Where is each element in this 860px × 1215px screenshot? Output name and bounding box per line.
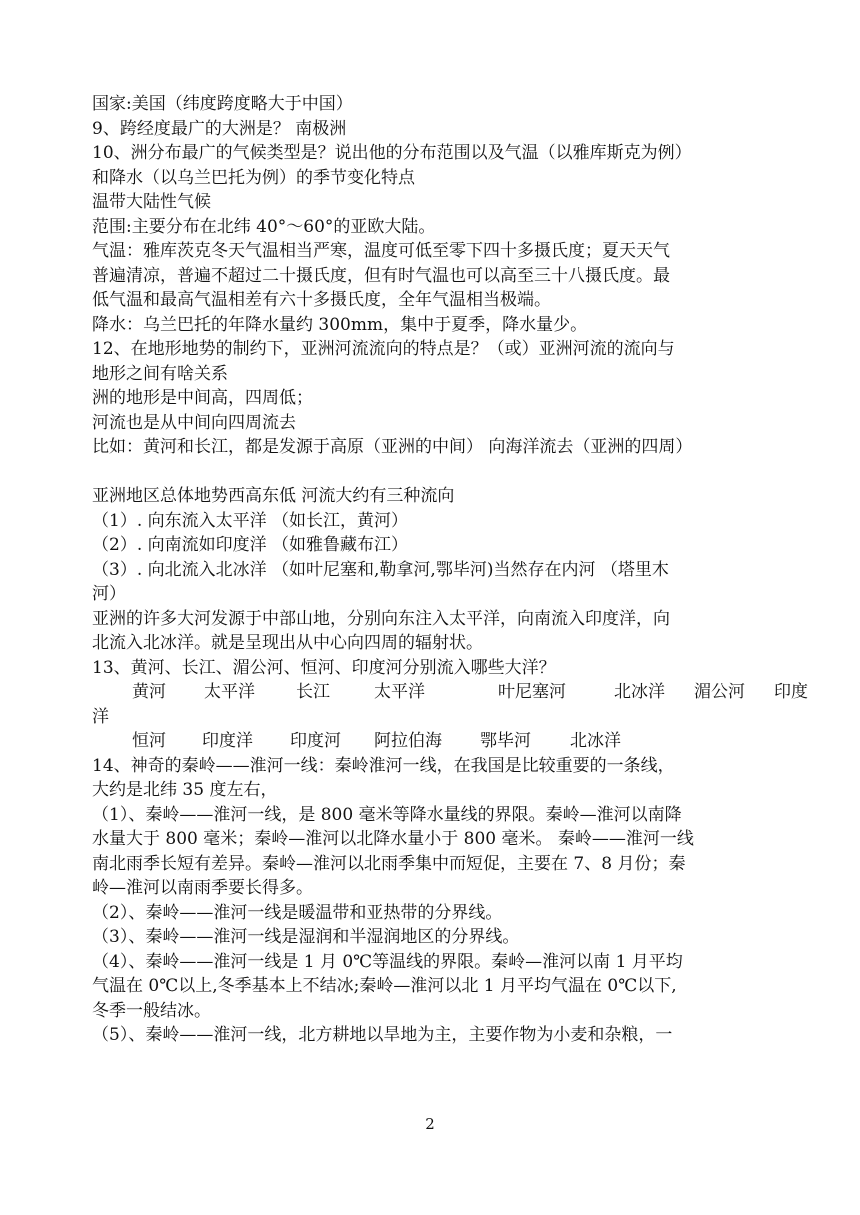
text-line: （2）、秦岭——淮河一线是暖温带和亚热带的分界线。: [92, 902, 503, 923]
ocean-name: 太平洋: [374, 682, 425, 702]
text-line: 低气温和最高气温相差有六十多摄氏度，全年气温相当极端。: [92, 290, 551, 310]
text-line: 洋: [92, 706, 109, 727]
page-content: [92, 92, 808, 1048]
text-line: 国家:美国（纬度跨度略大于中国）: [92, 94, 353, 114]
ocean-name: 印度洋: [202, 731, 253, 751]
text-line: 亚洲的许多大河发源于中部山地，分别向东注入太平洋，向南流入印度洋，向: [92, 608, 670, 629]
text-line: 普遍清凉，普遍不超过二十摄氏度，但有时气温也可以高至三十八摄氏度。最: [92, 265, 670, 286]
text-line: 北流入北冰洋。就是呈现出从中心向四周的辐射状。: [92, 633, 483, 653]
blank-line: [92, 460, 768, 485]
text-line: 大约是北纬 35 度左右，: [92, 780, 278, 800]
text-line: 12、在地形地势的制约下，亚洲河流流向的特点是？（或）亚洲河流的流向与: [92, 339, 675, 359]
text-line: 9、跨经度最广的大洲是？ 南极洲: [92, 118, 347, 139]
text-line: （3）. 向北流入北冰洋 （如叶尼塞和,勒拿河,鄂毕河)当然存在内河 （塔里木: [92, 559, 669, 580]
river-name: 叶尼塞河: [498, 682, 566, 702]
text-line: 冬季一般结冰。: [92, 1000, 211, 1021]
river-name: 恒河: [132, 731, 166, 751]
river-name: 黄河: [132, 682, 166, 702]
text-line: （4）、秦岭——淮河一线是 1 月 0℃等温线的界限。秦岭—淮河以南 1 月平均: [92, 951, 683, 972]
river-name: 鄂毕河: [480, 731, 531, 751]
text-line: 范围:主要分布在北纬 40°～60°的亚欧大陆。: [92, 216, 436, 237]
text-line: （5）、秦岭——淮河一线，北方耕地以旱地为主，主要作物为小麦和杂粮，一: [92, 1025, 673, 1045]
text-line: 气温：雅库茨克冬天气温相当严寒，温度可低至零下四十多摄氏度；夏天天气: [92, 241, 670, 261]
text-line: 温带大陆性气候: [92, 192, 211, 212]
text-line: 13、黄河、长江、湄公河、恒河、印度河分别流入哪些大洋？: [92, 657, 556, 678]
river-name: 印度河: [290, 731, 341, 751]
text-line: （2）. 向南流如印度洋 （如雅鲁藏布江）: [92, 535, 409, 555]
text-line: （1）. 向东流入太平洋 （如长江，黄河）: [92, 510, 409, 531]
text-line: 水量大于 800 毫米；秦岭—淮河以北降水量小于 800 毫米。 秦岭——淮河一线: [92, 829, 694, 849]
page-number: 2: [425, 1115, 435, 1133]
text-line: 地形之间有啥关系: [92, 363, 228, 384]
river-ocean-row: [92, 680, 808, 705]
text-line: 南北雨季长短有差异。秦岭—淮河以北雨季集中而短促，主要在 7、8 月份；秦: [92, 853, 686, 874]
text-line: 亚洲地区总体地势西高东低 河流大约有三种流向: [92, 486, 455, 506]
ocean-name: 印度: [774, 682, 808, 702]
ocean-name: 北冰洋: [614, 682, 665, 702]
text-line: 洲的地形是中间高，四周低；: [92, 388, 313, 408]
text-line: （3）、秦岭——淮河一线是湿润和半湿润地区的分界线。: [92, 927, 520, 947]
text-line: 河流也是从中间向四周流去: [92, 412, 296, 433]
text-line: 10、洲分布最广的气候类型是？说出他的分布范围以及气温（以雅库斯克为例）: [92, 143, 692, 163]
river-ocean-row: [92, 729, 768, 754]
text-line: 岭—淮河以南雨季要长得多。: [92, 878, 313, 898]
text-line: 气温在 0℃以上,冬季基本上不结冰;秦岭—淮河以北 1 月平均气温在 0℃以下,: [92, 976, 677, 996]
text-line: 14、神奇的秦岭——淮河一线：秦岭淮河一线，在我国是比较重要的一条线，: [92, 755, 675, 776]
river-name: 湄公河: [694, 682, 745, 702]
ocean-name: 北冰洋: [570, 731, 621, 751]
text-line: 降水：乌兰巴托的年降水量约 300mm，集中于夏季，降水量少。: [92, 314, 588, 335]
text-line: 和降水（以乌兰巴托为例）的季节变化特点: [92, 167, 415, 188]
text-line: 河）: [92, 584, 126, 604]
text-line: 比如：黄河和长江，都是发源于高原（亚洲的中间） 向海洋流去（亚洲的四周）: [92, 437, 693, 457]
text-line: （1）、秦岭——淮河一线，是 800 毫米等降水量线的界限。秦岭—淮河以南降: [92, 804, 682, 825]
ocean-name: 阿拉伯海: [374, 731, 442, 751]
river-name: 长江: [296, 682, 330, 702]
ocean-name: 太平洋: [204, 682, 255, 702]
